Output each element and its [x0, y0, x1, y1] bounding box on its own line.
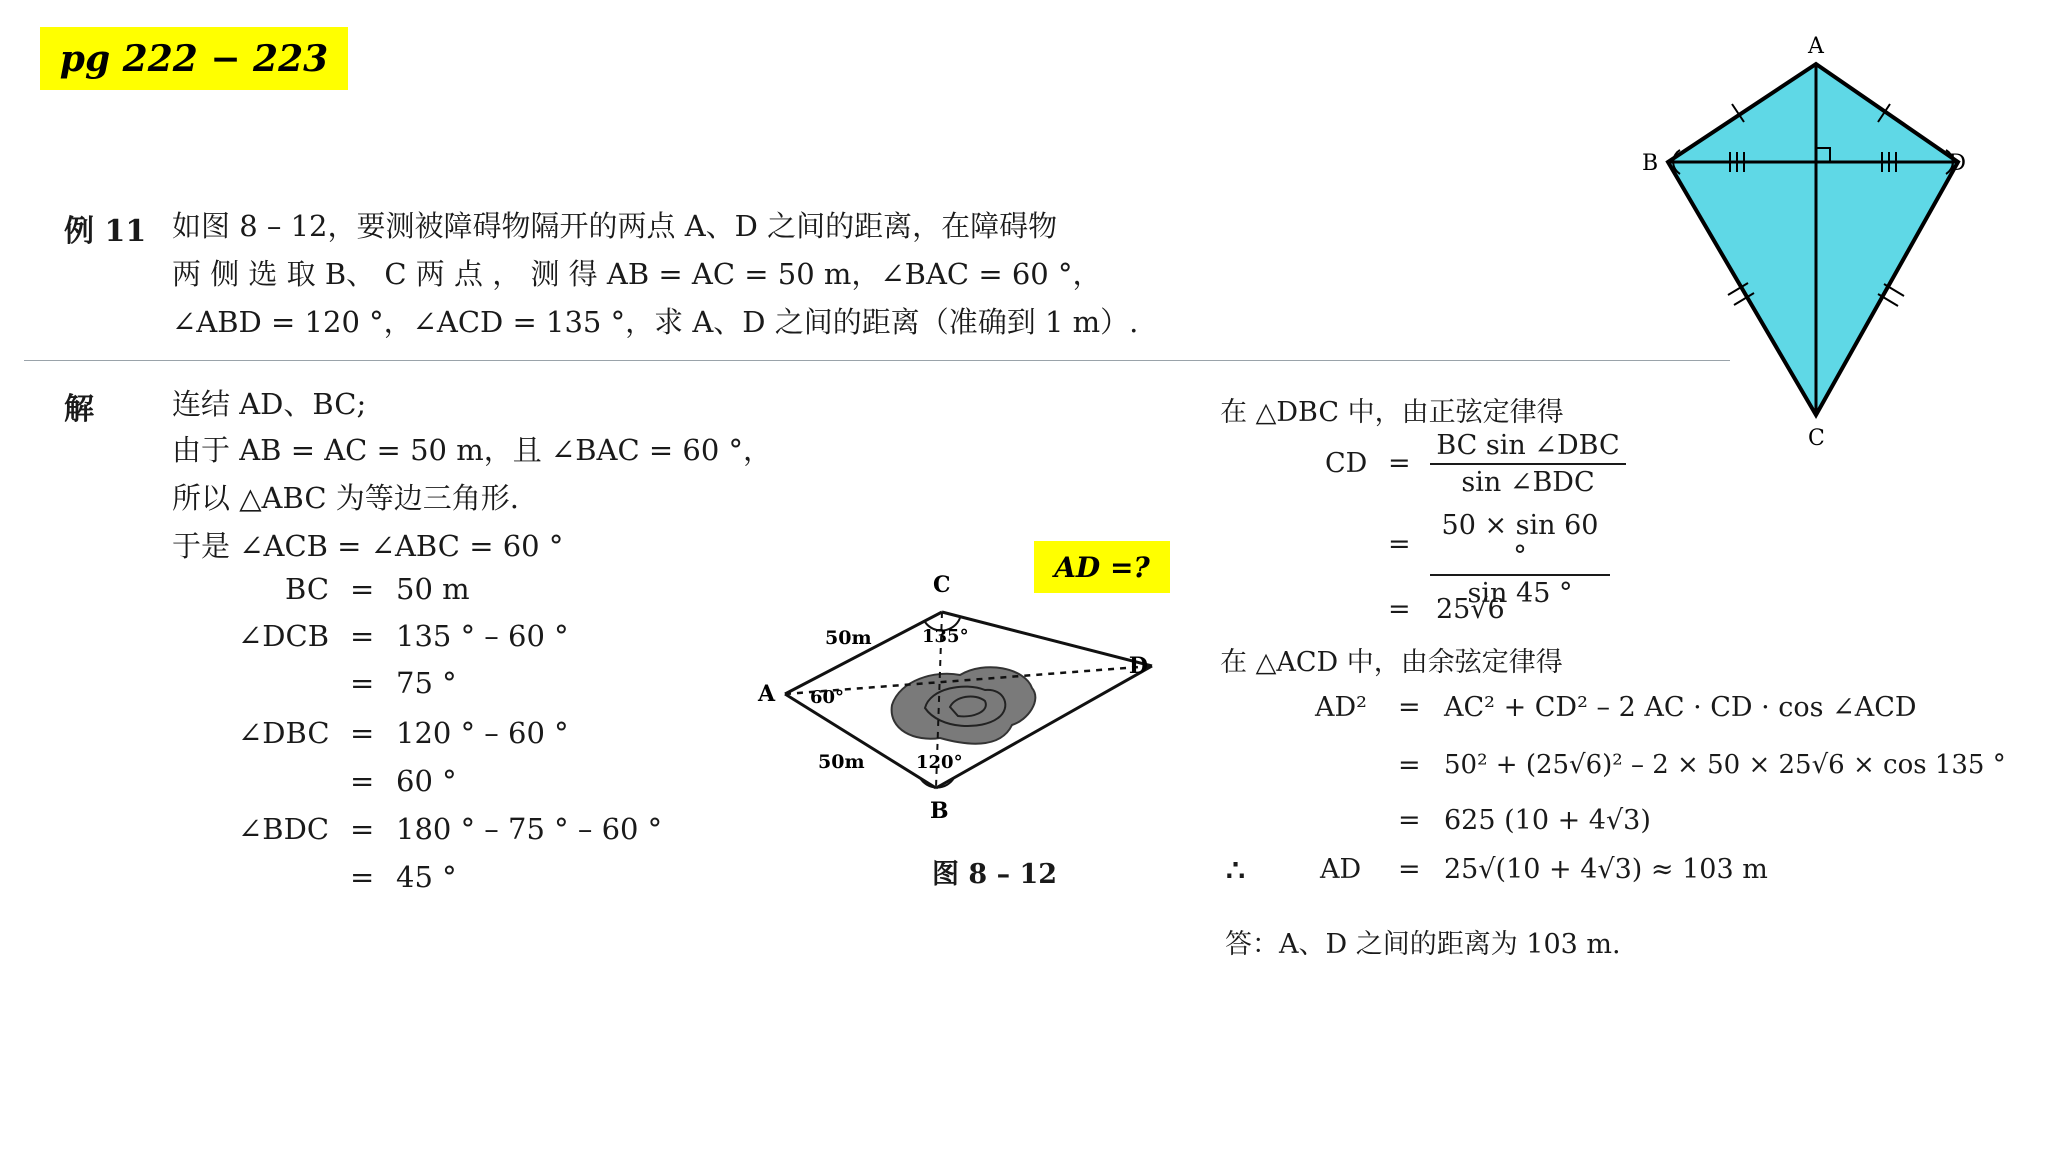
cosine-law-intro: 在 △ACD 中，由余弦定律得 — [1220, 647, 1563, 678]
figure-8-12 — [750, 560, 1150, 840]
eq-op: = — [350, 572, 375, 606]
eq-op: = — [350, 812, 375, 846]
fraction-numerator: 50 × sin 60 ° — [1430, 510, 1610, 576]
ad-question-label: AD =? — [1054, 550, 1150, 584]
sine-law-intro: 在 △DBC 中，由正弦定律得 — [1220, 397, 1564, 428]
cd-result: 25√6 — [1436, 594, 1505, 625]
ad2-rhs-1: AC² + CD² – 2 AC · CD · cos ∠ACD — [1444, 692, 1917, 723]
final-answer: 答：A、D 之间的距离为 103 m. — [1225, 929, 1621, 960]
ad2-rhs-3: 625 (10 + 4√3) — [1444, 805, 1651, 836]
vertex-label-d: D — [1128, 653, 1148, 679]
problem-line-1: 如图 8 – 12，要测被障碍物隔开的两点 A、D 之间的距离，在障碍物 — [172, 209, 1058, 243]
vertex-label-b: B — [930, 798, 949, 824]
solution-line-4: 于是 ∠ACB = ∠ABC = 60 ° — [172, 529, 564, 563]
therefore-symbol: ∴ — [1226, 854, 1246, 889]
eq-rhs: 50 m — [396, 572, 470, 606]
ad2-rhs-2: 50² + (25√6)² – 2 × 50 × 25√6 × cos 135 ° — [1444, 750, 2006, 780]
section-divider — [24, 360, 1730, 361]
ad-rhs: 25√(10 + 4√3) ≈ 103 m — [1444, 854, 1768, 885]
kite-shape — [1668, 64, 1958, 415]
kite-vertex-b: B — [1642, 151, 1659, 176]
angle-label-a: 60° — [810, 687, 845, 708]
eq-rhs: 135 ° – 60 ° — [396, 619, 569, 653]
eq-rhs: 45 ° — [396, 860, 457, 894]
page-range-label: pg 222 − 223 — [59, 37, 329, 80]
fraction-denominator: sin 45 ° — [1467, 578, 1573, 609]
eq-op: = — [350, 764, 375, 798]
problem-line-2: 两 侧 选 取 B、 C 两 点 ， 测 得 AB = AC = 50 m，∠BAC = 60 °， — [172, 257, 1102, 291]
ad2-eq-2: = — [1398, 750, 1421, 781]
eq-lhs: ∠DBC — [238, 716, 330, 750]
ad-eq: = — [1398, 854, 1421, 885]
length-label-ab: 50m — [818, 751, 865, 773]
fraction-numerator: BC sin ∠DBC — [1430, 430, 1626, 465]
ad2-eq-1: = — [1398, 692, 1421, 723]
cd-eq-3: = — [1388, 594, 1411, 625]
cd-eq-2: = — [1388, 529, 1411, 560]
vertex-label-c: C — [933, 572, 951, 598]
vertex-label-a: A — [758, 681, 776, 707]
kite-vertex-a: A — [1808, 34, 1824, 59]
eq-op: = — [350, 666, 375, 700]
example-label: 例 11 — [64, 214, 147, 249]
cd-eq-1: = — [1388, 448, 1411, 479]
kite-diagram — [1630, 28, 1966, 451]
eq-lhs: ∠BDC — [238, 812, 330, 846]
solution-line-1: 连结 AD、BC; — [172, 387, 367, 421]
eq-op: = — [350, 860, 375, 894]
eq-rhs: 75 ° — [396, 666, 457, 700]
solution-line-3: 所以 △ABC 为等边三角形. — [172, 481, 519, 515]
problem-line-3: ∠ABD = 120 °，∠ACD = 135 °，求 A、D 之间的距离（准确到 1 m）. — [172, 305, 1139, 339]
obstacle-shape — [892, 667, 1036, 743]
eq-op: = — [350, 619, 375, 653]
figure-caption: 图 8 – 12 — [932, 859, 1058, 890]
eq-lhs: ∠DCB — [238, 619, 330, 653]
ad2-lhs: AD² — [1315, 692, 1367, 723]
length-label-ac: 50m — [825, 627, 872, 649]
fraction-denominator: sin ∠BDC — [1461, 467, 1595, 498]
kite-vertex-d: D — [1948, 151, 1966, 176]
eq-rhs: 180 ° – 75 ° – 60 ° — [396, 812, 663, 846]
eq-op: = — [350, 716, 375, 750]
page-range-badge — [40, 27, 348, 90]
ad-lhs: AD — [1320, 854, 1362, 885]
cd-lhs: CD — [1325, 448, 1368, 479]
segment-cd — [942, 612, 1152, 666]
angle-label-b: 120° — [916, 752, 963, 773]
angle-label-c: 135° — [922, 626, 969, 647]
solution-line-2: 由于 AB = AC = 50 m，且 ∠BAC = 60 °， — [172, 433, 773, 467]
solution-label: 解 — [64, 392, 94, 427]
kite-vertex-c: C — [1808, 426, 1825, 451]
fraction-sine-law — [1430, 430, 1626, 498]
eq-lhs: BC — [285, 572, 330, 606]
eq-rhs: 60 ° — [396, 764, 457, 798]
eq-rhs: 120 ° – 60 ° — [396, 716, 569, 750]
ad2-eq-3: = — [1398, 805, 1421, 836]
